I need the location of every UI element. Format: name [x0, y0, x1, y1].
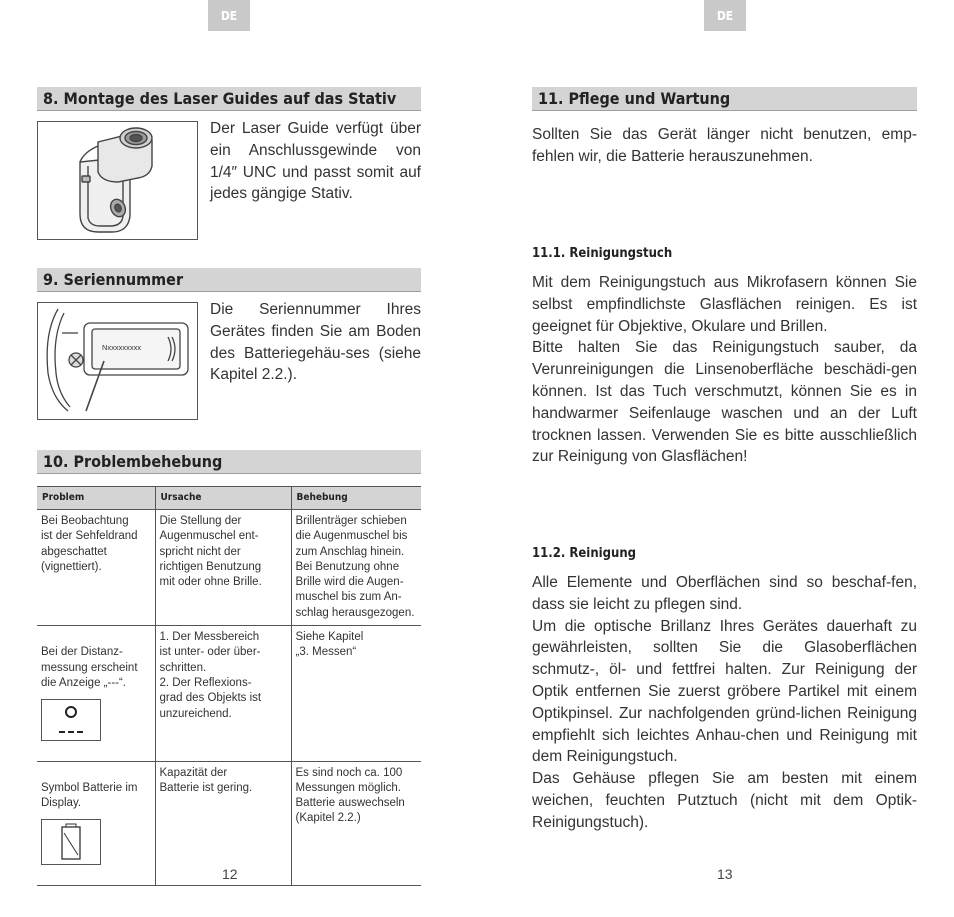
section-11-1-paragraph-2: Bitte halten Sie das Reinigungstuch sauber, da Verunreinigungen die Linsenoberfläche beschädi-gen können. Ist das Tuch verschmutzt, können Sie es in handwarmer Seifenlauge waschen und an der Luft trocknen lassen. Verwenden Sie es bitte ausschließlich zur Reinigung von Glasflächen! — [532, 339, 917, 466]
cell-cause: Die Stellung der Augenmuschel ent- spricht nicht der richtigen Benutzung mit oder ohne Brille. — [155, 510, 291, 626]
section-11-2-heading: 11.2. Reinigung — [532, 546, 637, 561]
table-row — [37, 510, 421, 626]
cell-cause: Kapazität der Batterie ist gering. — [155, 761, 291, 885]
display-dashes-icon — [41, 699, 101, 741]
laser-guide-device-illustration — [37, 121, 198, 240]
section-11-1-paragraph-1: Mit dem Reinigungstuch aus Mikrofasern können Sie selbst empfindlichste Glasflächen reinigen. Es ist geeignet für Objektive, Okulare und Brillen. — [532, 274, 917, 335]
serial-number-location-illustration — [37, 302, 198, 420]
section-11-1-heading: 11.1. Reinigungstuch — [532, 246, 673, 261]
language-tab-right: DE — [704, 0, 746, 31]
cell-problem: Bei Beobachtung ist der Sehfeldrand abgeschattet (vignettiert). — [37, 510, 155, 626]
section-9-text: Die Seriennummer Ihres Gerätes finden Sie am Boden des Batteriegehäu-ses (siehe Kapitel 2.2.). — [210, 301, 421, 384]
column-header-cause: Ursache — [155, 487, 291, 510]
section-10-heading: 10. Problembehebung — [37, 450, 421, 474]
cell-problem — [37, 626, 155, 761]
battery-icon — [41, 819, 101, 865]
troubleshooting-table — [37, 486, 421, 886]
cell-fix: Brillenträger schieben die Augenmuschel bis zum Anschlag hinein. Bei Benutzung ohne Brille wird die Augen- muschel bis zum An- schlag herausgezogen. — [291, 510, 421, 626]
cell-problem — [37, 761, 155, 885]
cell-fix: Siehe Kapitel „3. Messen“ — [291, 626, 421, 761]
table-row — [37, 626, 421, 761]
section-11-text: Sollten Sie das Gerät länger nicht benutzen, emp-fehlen wir, die Batterie herauszunehmen. — [532, 126, 917, 165]
section-11-1-text — [532, 272, 917, 468]
section-8-heading: 8. Montage des Laser Guides auf das Stativ — [37, 87, 421, 111]
table-header-row — [37, 487, 421, 510]
cell-fix: Es sind noch ca. 100 Messungen möglich. Batterie auswechseln (Kapitel 2.2.) — [291, 761, 421, 885]
column-header-problem: Problem — [37, 487, 155, 510]
section-11-2-paragraph-2: Um die optische Brillanz Ihres Gerätes dauerhaft zu gewährleisten, sollten Sie die Glasoberflächen schmutz-, öl- und fettfrei halten. Zur Reinigung der Optik entfernen Sie zuerst gröbere Partikel mit einem Optikpinsel. Zur nachfolgenden gründ-lichen Reinigung empfiehlt sich leichtes Anhau-chen und Reinigung mit dem Reinigungstuch. — [532, 617, 917, 766]
section-11-2-paragraph-1: Alle Elemente und Oberflächen sind so beschaf-fen, dass sie leicht zu pflegen sind. — [532, 574, 917, 613]
serial-number-label: Nxxxxxxxxx — [102, 343, 142, 352]
section-8-text: Der Laser Guide verfügt über ein Anschlussgewinde von 1/4″ UNC und passt somit auf jedes gängige Stativ. — [210, 120, 421, 203]
cell-problem-text: Bei der Distanz- messung erscheint die Anzeige „---“. — [41, 646, 138, 689]
column-header-fix: Behebung — [291, 487, 421, 510]
page-number-right: 13 — [717, 866, 733, 882]
section-9-heading: 9. Seriennummer — [37, 268, 421, 292]
section-11-2-paragraph-3: Das Gehäuse pflegen Sie am besten mit einem weichen, feuchten Putztuch (nicht mit dem Optik-Reinigungstuch). — [532, 770, 917, 831]
language-tab-left: DE — [208, 0, 250, 31]
page-number-left: 12 — [222, 866, 238, 882]
cell-problem-text: Symbol Batterie im Display. — [41, 781, 138, 810]
cell-cause: 1. Der Messbereich ist unter- oder über- schritten. 2. Der Reflexions- grad des Objekts ist unzureichend. — [155, 626, 291, 761]
section-11-2-text — [532, 572, 917, 834]
section-11-heading: 11. Pflege und Wartung — [532, 87, 917, 111]
laser-guide-device-icon — [38, 122, 196, 238]
battery-housing-icon — [38, 303, 196, 418]
